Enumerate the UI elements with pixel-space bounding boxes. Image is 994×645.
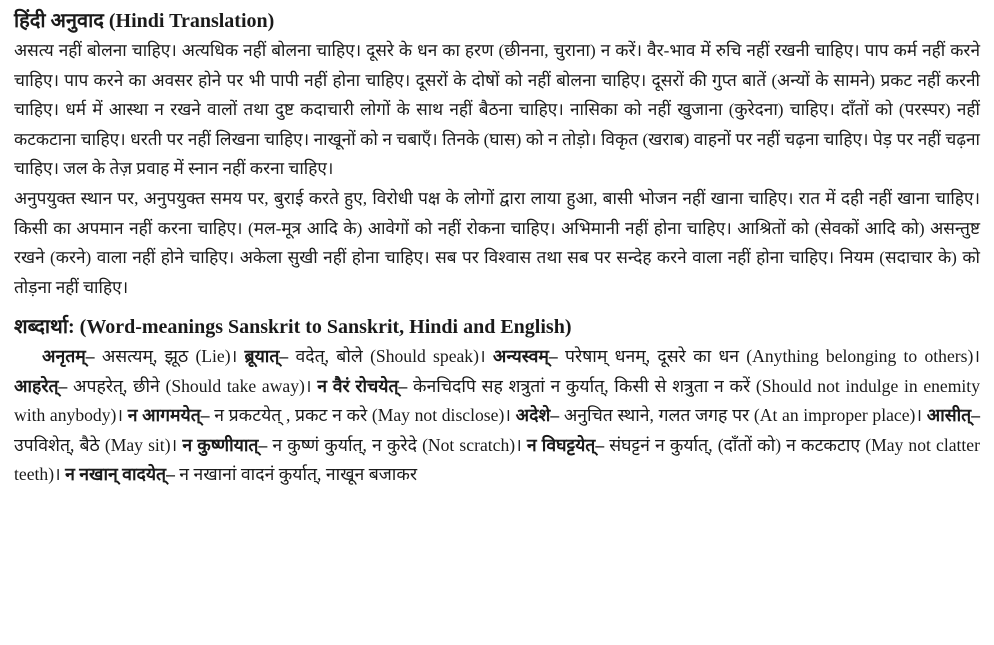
meaning-anritam: असत्यम्, झूठ (Lie)। — [94, 346, 245, 367]
meaning-na-vighattayet: संघट्टनं न कुर्यात्, (दाँतों को) न कटकटाए (May not clatter teeth)। — [14, 434, 980, 485]
word-meanings-heading: शब्दार्था: (Word-meanings Sanskrit to Sanskrit, Hindi and English) — [14, 316, 572, 339]
meaning-na-nakhan-vadayet: न नखानां वादनं कुर्यात्, नाखून बजाकर — [174, 464, 418, 485]
term-na-vighattayet: न विघट्टयेत्– — [526, 434, 605, 455]
term-adeshe: अदेशे– — [515, 405, 560, 426]
term-na-vairam-rochayet: न वैरं रोचयेत्– — [317, 375, 408, 396]
meaning-asit: उपविशेत्, बैठे (May sit)। — [14, 434, 183, 455]
term-asit: आसीत्– — [926, 405, 980, 426]
meaning-na-vairam-rochayet: केनचिदपि सह शत्रुतां न कुर्यात्, किसी से शत्रुता न करें (Should not indulge in enemity with anybody)। — [14, 375, 980, 426]
term-anritam: अनृतम्– — [42, 346, 95, 367]
term-na-agamayet: न आगमयेत्– — [127, 405, 210, 426]
meaning-adeshe: अनुचित स्थाने, गलत जगह पर (At an improper place)। — [559, 405, 927, 426]
term-na-nakhan-vadayet: न नखान् वादयेत्– — [65, 464, 175, 485]
meaning-anyasvam: परेषाम् धनम्, दूसरे का धन (Anything belonging to others)। — [557, 346, 980, 367]
term-anyasvam: अन्यस्वम्– — [492, 346, 558, 367]
word-meanings-paragraph — [14, 342, 980, 490]
meaning-na-kushniyat: न कुष्णं कुर्यात्, न कुरेदे (Not scratch)। — [267, 434, 527, 455]
translation-paragraph-2: अनुपयुक्त स्थान पर, अनुपयुक्त समय पर, बुराई करते हुए, विरोधी पक्ष के लोगों द्वारा लाया हुआ, बासी भोजन नहीं खाना चाहिए। रात में दही नहीं खाना चाहिए। किसी का अपमान नहीं करना चाहिए। (मल-मूत्र आदि के) आवेगों को नहीं रोकना चाहिए। अभिमानी नहीं होना चाहिए। आश्रितों को (सेवकों आदि को) असन्तुष्ट रखने (करने) वाला नहीं होने चाहिए। अकेला सुखी नहीं होना चाहिए। सब पर विश्वास तथा सब पर सन्देह करने वाला नहीं होना चाहिए। नियम (सदाचार के) को तोड़ना नहीं चाहिए। — [14, 188, 980, 297]
translation-heading: हिंदी अनुवाद (Hindi Translation) — [14, 10, 275, 32]
translation-paragraph-1: असत्य नहीं बोलना चाहिए। अत्यधिक नहीं बोलना चाहिए। दूसरे के धन का हरण (छीनना, चुराना) न करें। वैर-भाव में रुचि नहीं रखनी चाहिए। पाप कर्म नहीं करने चाहिए। पाप करने का अवसर होने पर भी पापी नहीं होना चाहिए। दूसरों के दोषों को नहीं बोलना चाहिए। दूसरों की गुप्त बातें (अन्यों के सामने) प्रकट नहीं करनी चाहिए। धर्म में आस्था न रखने वालों तथा दुष्ट कदाचारी लोगों के साथ नहीं बैठना चाहिए। नासिका को नहीं खुजाना (कुरेदना) चाहिए। दाँतों को (परस्पर) नहीं कटकटाना चाहिए। धरती पर नहीं लिखना चाहिए। नाखूनों को न चबाएँ। तिनके (घास) को न तोड़ो। विकृत (खराब) वाहनों पर नहीं चढ़ना चाहिए। पेड़ पर नहीं चढ़ना चाहिए। जल के तेज़ प्रवाह में स्नान नहीं करना चाहिए। — [14, 41, 980, 179]
meaning-aharet: अपहरेत्, छीने (Should take away)। — [67, 375, 318, 396]
term-bruyat: ब्रूयात्– — [244, 346, 289, 367]
term-na-kushniyat: न कुष्णीयात्– — [182, 434, 268, 455]
meaning-na-agamayet: न प्रकटयेत् , प्रकट न करे (May not disclose)। — [209, 405, 516, 426]
term-aharet: आहरेत्– — [14, 375, 68, 396]
meaning-bruyat: वदेत्, बोले (Should speak)। — [288, 346, 493, 367]
